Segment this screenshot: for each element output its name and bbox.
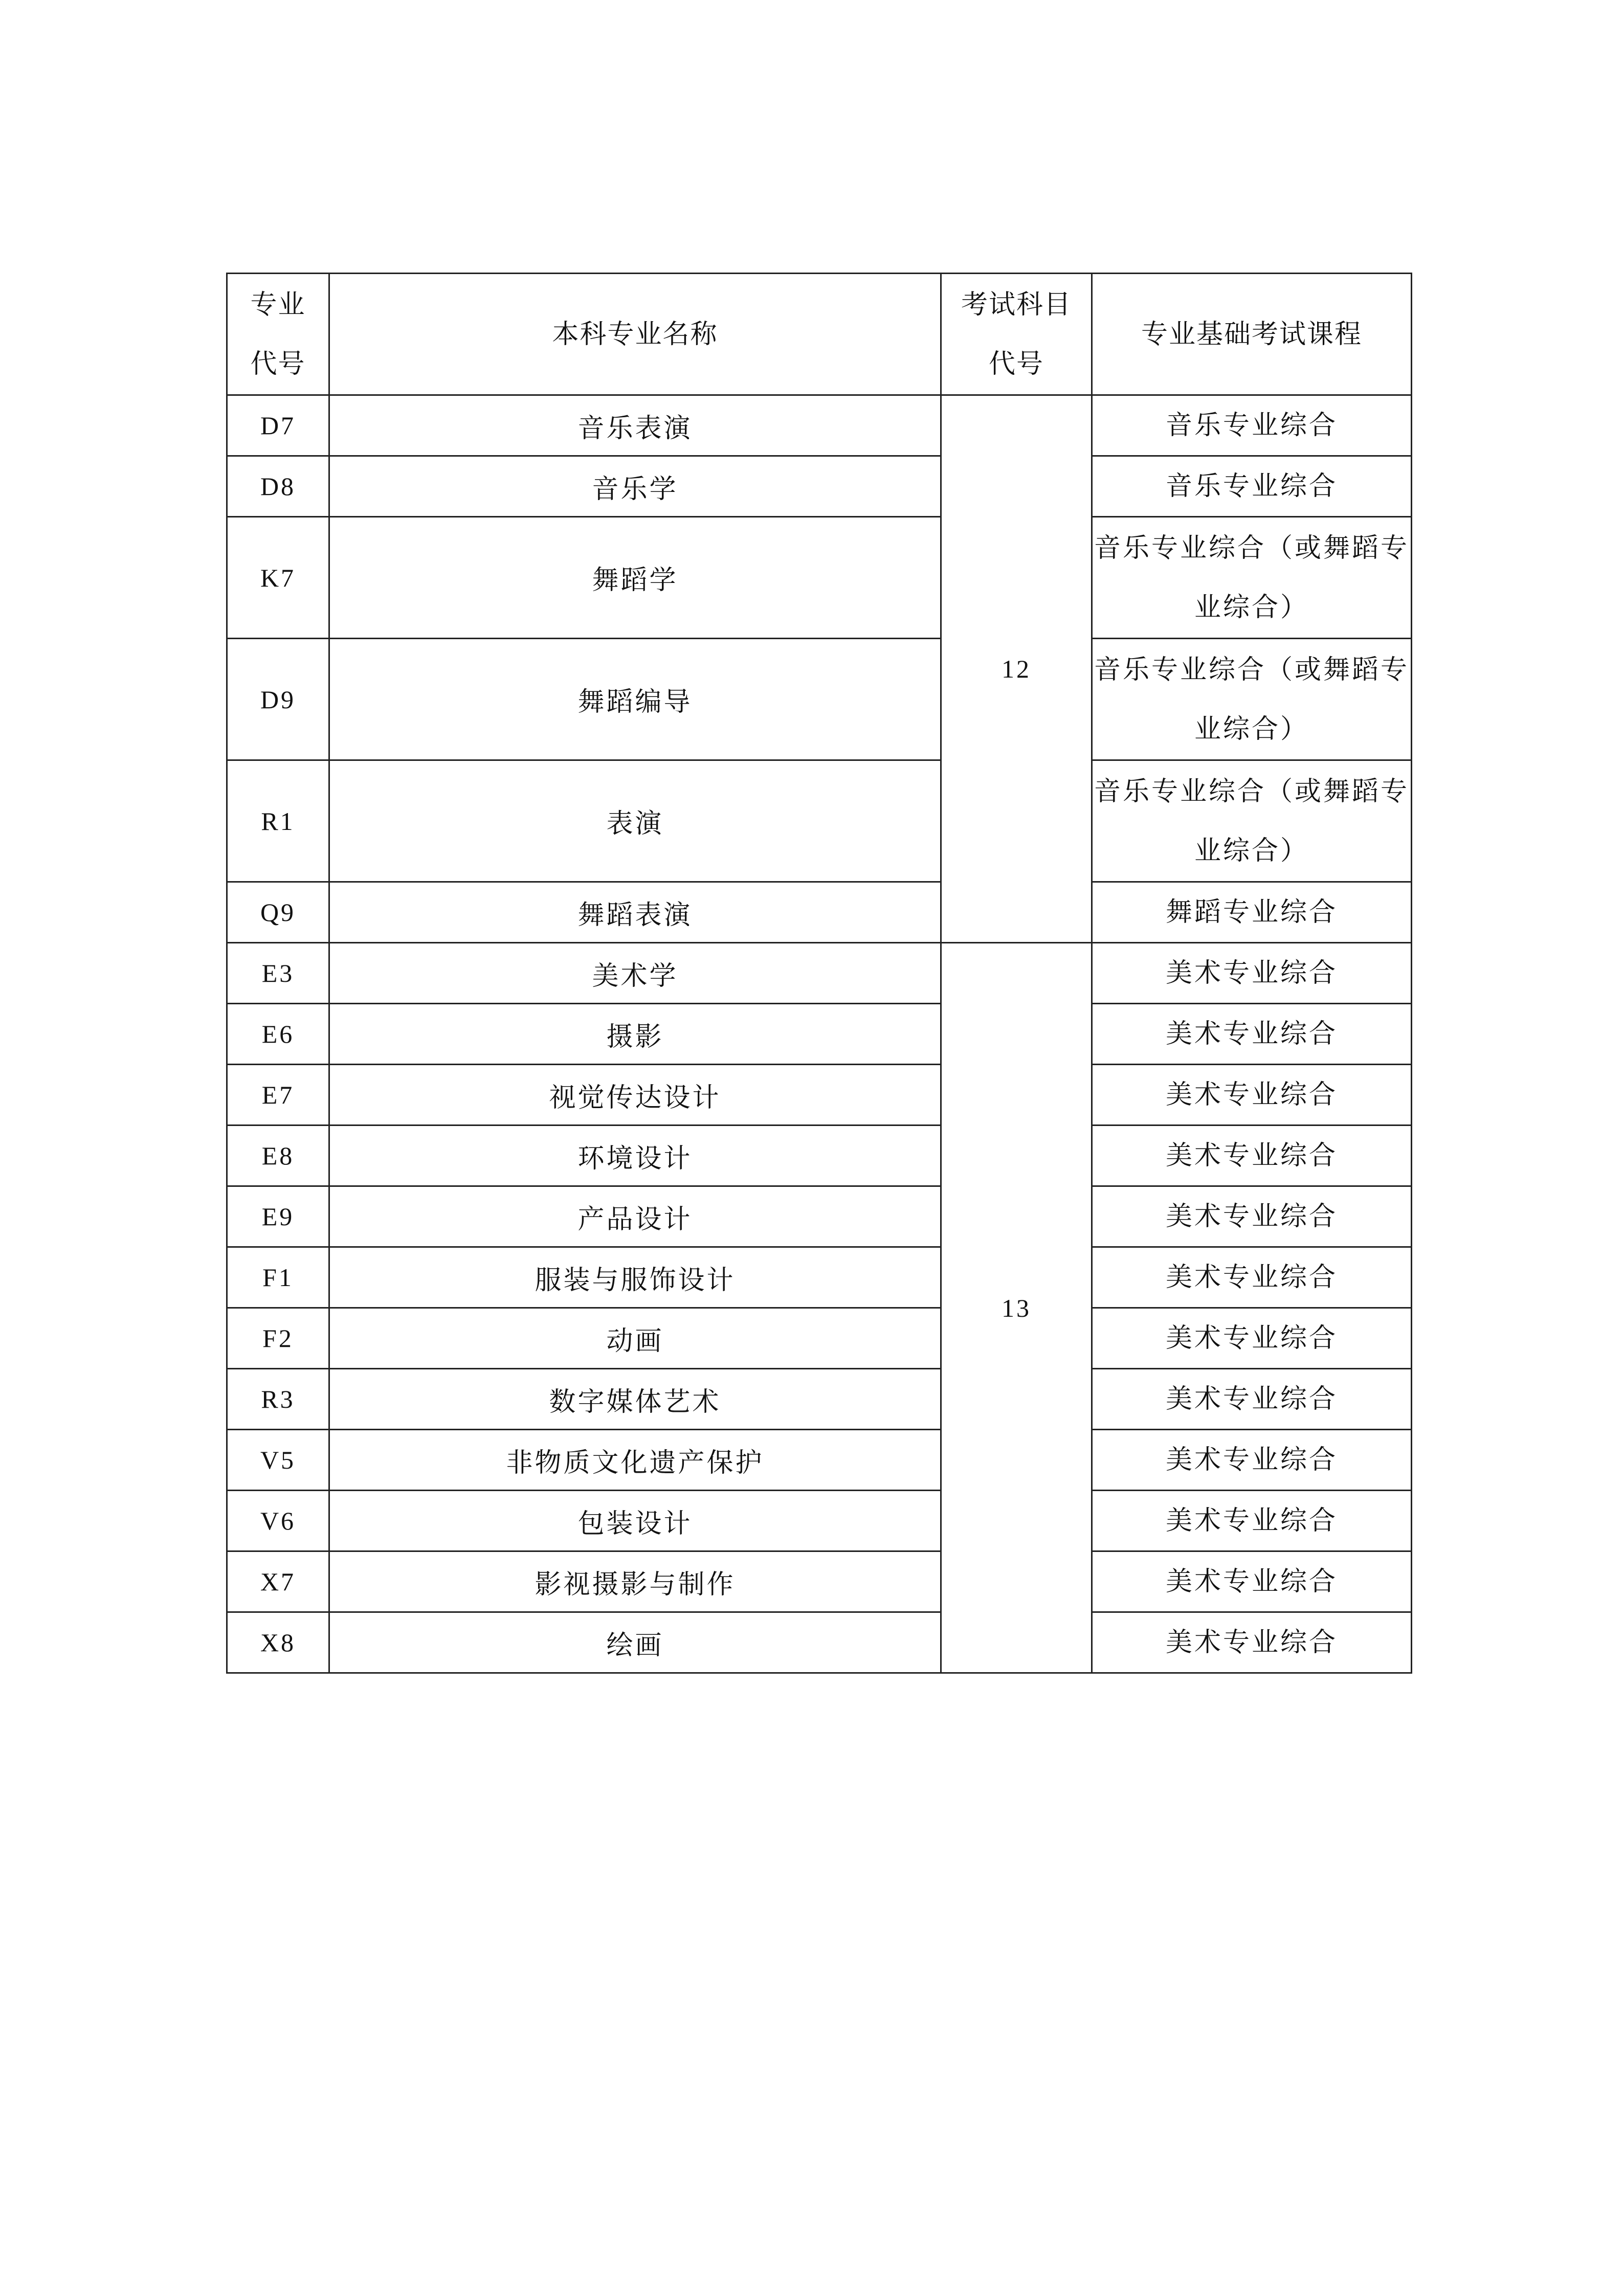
table-row (227, 1612, 1412, 1673)
major-name-cell: 表演 (329, 760, 941, 882)
table-row (227, 943, 1412, 1004)
major-name-cell: 音乐学 (329, 456, 941, 517)
table-row (227, 1491, 1412, 1551)
table-row (227, 1308, 1412, 1369)
major-name-cell: 非物质文化遗产保护 (329, 1430, 941, 1491)
header-major-name: 本科专业名称 (329, 274, 941, 395)
major-code-cell: X8 (227, 1612, 329, 1673)
major-code-cell: F1 (227, 1247, 329, 1308)
major-name-cell: 美术学 (329, 943, 941, 1004)
exam-course-cell: 音乐专业综合 (1092, 395, 1412, 456)
exam-course-cell: 舞蹈专业综合 (1092, 882, 1412, 943)
major-code-cell: R3 (227, 1369, 329, 1430)
major-code-cell: D7 (227, 395, 329, 456)
major-name-cell: 影视摄影与制作 (329, 1551, 941, 1612)
table-header-row (227, 274, 1412, 395)
exam-course-cell: 美术专业综合 (1092, 1186, 1412, 1247)
major-code-cell: V5 (227, 1430, 329, 1491)
exam-course-cell: 音乐专业综合 (1092, 456, 1412, 517)
table-row (227, 517, 1412, 639)
exam-course-cell: 音乐专业综合（或舞蹈专业综合） (1092, 760, 1412, 882)
major-name-cell: 舞蹈编导 (329, 639, 941, 760)
header-exam-course: 专业基础考试课程 (1092, 274, 1412, 395)
major-code-cell: X7 (227, 1551, 329, 1612)
major-name-cell: 服装与服饰设计 (329, 1247, 941, 1308)
major-name-cell: 舞蹈表演 (329, 882, 941, 943)
major-code-cell: E6 (227, 1004, 329, 1065)
table-row (227, 1551, 1412, 1612)
table-row (227, 1186, 1412, 1247)
exam-course-cell: 美术专业综合 (1092, 1430, 1412, 1491)
exam-course-cell: 美术专业综合 (1092, 1308, 1412, 1369)
major-code-cell: K7 (227, 517, 329, 639)
major-code-cell: E9 (227, 1186, 329, 1247)
table-row (227, 760, 1412, 882)
table-row (227, 1004, 1412, 1065)
major-name-cell: 视觉传达设计 (329, 1065, 941, 1126)
exam-course-cell: 美术专业综合 (1092, 1247, 1412, 1308)
major-name-cell: 摄影 (329, 1004, 941, 1065)
major-code-cell: Q9 (227, 882, 329, 943)
major-code-cell: R1 (227, 760, 329, 882)
major-code-cell: D9 (227, 639, 329, 760)
major-name-cell: 数字媒体艺术 (329, 1369, 941, 1430)
table-row (227, 1065, 1412, 1126)
major-code-cell: E8 (227, 1126, 329, 1186)
major-exam-table (226, 273, 1412, 1674)
major-name-cell: 绘画 (329, 1612, 941, 1673)
exam-course-cell: 美术专业综合 (1092, 1491, 1412, 1551)
exam-course-cell: 美术专业综合 (1092, 1004, 1412, 1065)
major-name-cell: 产品设计 (329, 1186, 941, 1247)
table-row (227, 882, 1412, 943)
major-name-cell: 舞蹈学 (329, 517, 941, 639)
header-major-code: 专业代号 (227, 274, 329, 395)
table-row (227, 1369, 1412, 1430)
major-code-cell: V6 (227, 1491, 329, 1551)
exam-course-cell: 美术专业综合 (1092, 1065, 1412, 1126)
exam-code-cell: 13 (941, 943, 1092, 1673)
major-name-cell: 环境设计 (329, 1126, 941, 1186)
table-row (227, 456, 1412, 517)
exam-course-cell: 美术专业综合 (1092, 1612, 1412, 1673)
header-exam-code: 考试科目代号 (941, 274, 1092, 395)
table-row (227, 639, 1412, 760)
major-name-cell: 音乐表演 (329, 395, 941, 456)
table-row (227, 1430, 1412, 1491)
exam-course-cell: 美术专业综合 (1092, 1551, 1412, 1612)
exam-course-cell: 音乐专业综合（或舞蹈专业综合） (1092, 639, 1412, 760)
table-row (227, 395, 1412, 456)
exam-course-cell: 美术专业综合 (1092, 1369, 1412, 1430)
major-code-cell: E3 (227, 943, 329, 1004)
exam-code-cell: 12 (941, 395, 1092, 943)
table-body (227, 395, 1412, 1673)
major-name-cell: 动画 (329, 1308, 941, 1369)
exam-course-cell: 美术专业综合 (1092, 1126, 1412, 1186)
major-code-cell: E7 (227, 1065, 329, 1126)
table-row (227, 1126, 1412, 1186)
major-code-cell: D8 (227, 456, 329, 517)
table-row (227, 1247, 1412, 1308)
exam-course-cell: 美术专业综合 (1092, 943, 1412, 1004)
exam-course-cell: 音乐专业综合（或舞蹈专业综合） (1092, 517, 1412, 639)
major-name-cell: 包装设计 (329, 1491, 941, 1551)
major-code-cell: F2 (227, 1308, 329, 1369)
